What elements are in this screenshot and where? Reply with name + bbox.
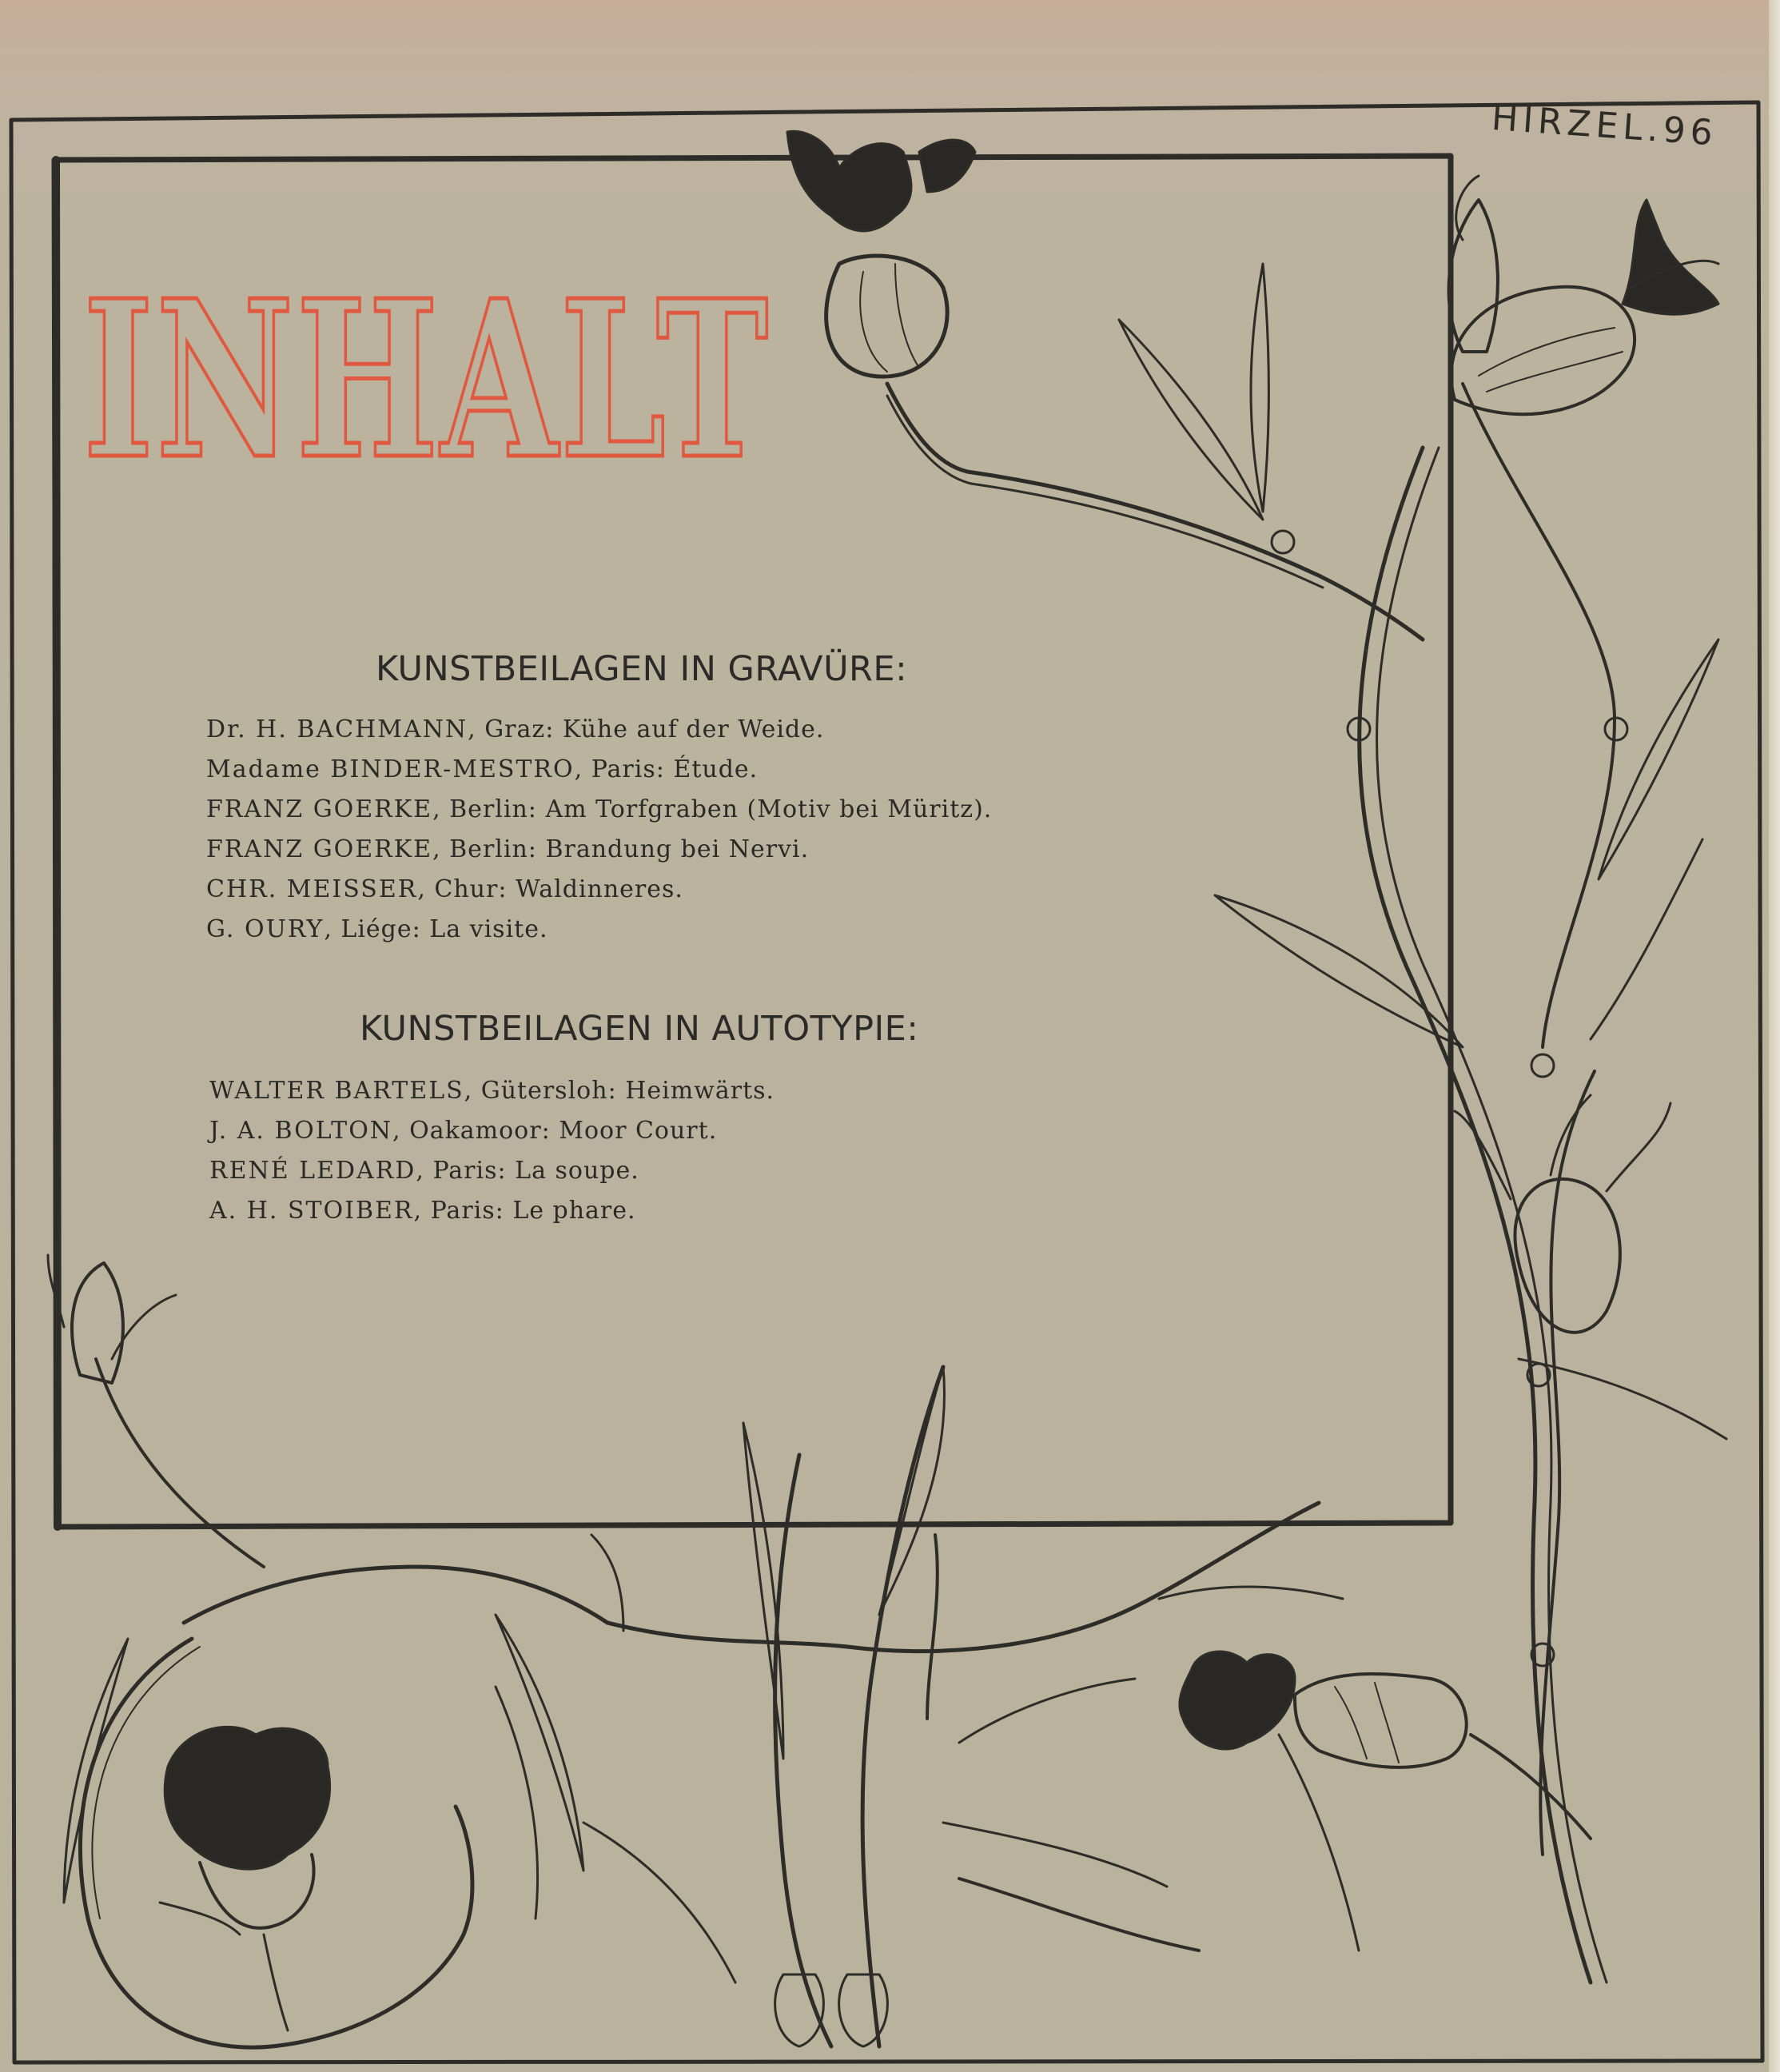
list-item: RENÉ LEDARD, Paris: La soupe. [209, 1157, 639, 1185]
list-item: CHR. MEISSER, Chur: Waldinneres. [206, 875, 683, 903]
paper-edge [1769, 0, 1780, 2072]
section-heading-gravure: KUNSTBEILAGEN IN GRAVÜRE: [376, 649, 908, 689]
gravure-entry-list [206, 710, 992, 950]
autotypie-entry-list [209, 1071, 775, 1231]
title-lettering [83, 253, 786, 550]
list-item: A. H. STOIBER, Paris: Le phare. [209, 1197, 636, 1225]
list-item: Madame BINDER-MESTRO, Paris: Étude. [206, 755, 759, 783]
list-item: Dr. H. BACHMANN, Graz: Kühe auf der Weide. [206, 715, 825, 743]
list-item: WALTER BARTELS, Gütersloh: Heimwärts. [209, 1077, 775, 1105]
section-heading-autotypie: KUNSTBEILAGEN IN AUTOTYPIE: [360, 1009, 919, 1049]
list-item: G. OURY, Liége: La visite. [206, 915, 548, 943]
title-text: INHALT [83, 253, 771, 507]
artist-signature: HIRZEL.96 [1490, 98, 1719, 154]
page-title [83, 253, 786, 550]
list-item: J. A. BOLTON, Oakamoor: Moor Court. [209, 1117, 718, 1145]
list-item: FRANZ GOERKE, Berlin: Brandung bei Nervi. [206, 835, 810, 863]
list-item: FRANZ GOERKE, Berlin: Am Torfgraben (Motiv bei Müritz). [206, 795, 993, 823]
